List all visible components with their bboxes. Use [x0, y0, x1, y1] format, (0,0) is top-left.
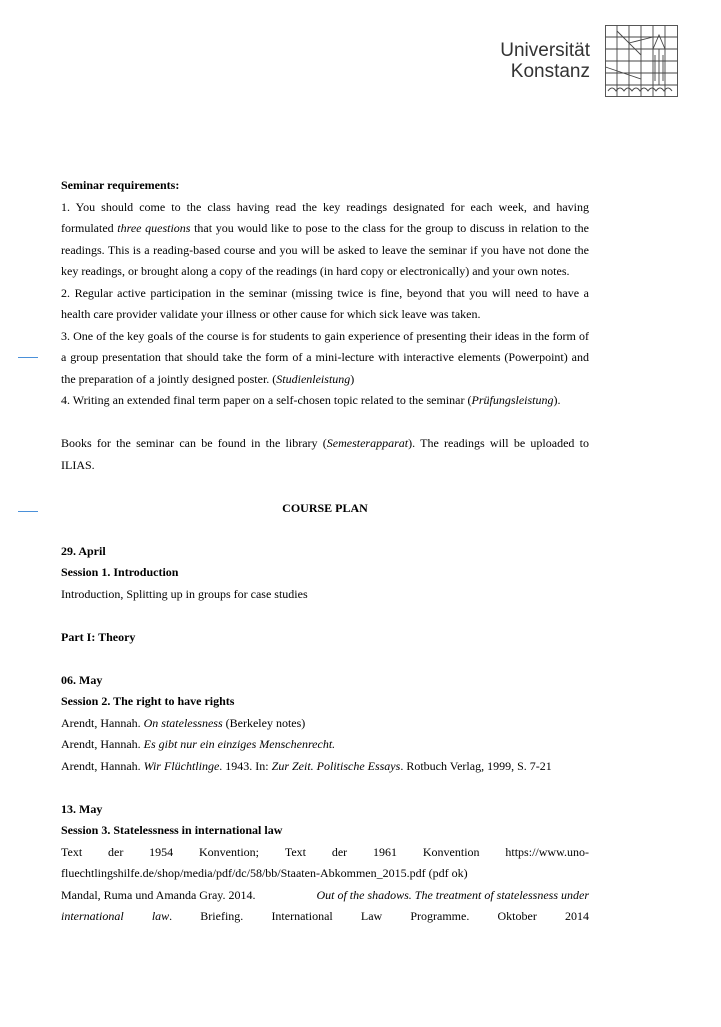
session-3-reading-2-line-1: Mandal, Ruma und Amanda Gray. 2014. Out of the shadows. The treatment of statelessness under: [61, 887, 589, 902]
university-seal-icon: [605, 25, 678, 97]
session-1-title: Session 1. Introduction: [61, 565, 179, 579]
logo-line-2: Konstanz: [510, 61, 590, 82]
session-2-reading-1: Arendt, Hannah. On statelessness (Berkeley notes): [61, 715, 306, 730]
books-note: Books for the seminar can be found in the library (Semesterapparat). The readings will be uploaded to ILIAS.: [61, 436, 589, 472]
margin-change-marker: [18, 357, 38, 358]
session-3-reading-1-line-1: Text der 1954 Konvention; Text der 1961 Konvention https://www.uno-: [61, 844, 589, 859]
requirement-1: 1. You should come to the class having read the key readings designated for each week, and having formulated three questions that you would like to pose to the class for the group to discuss in relation to the readings. This is a reading-based course and you will be asked to leave the seminar if you have not done the key readings, or brought along a copy of the readings (in hard copy or electronically) and your own notes.: [61, 199, 589, 278]
logo-line-1: Universität: [500, 40, 590, 61]
session-1-text: Introduction, Splitting up in groups for case studies: [61, 586, 308, 601]
session-1-date: 29. April: [61, 543, 106, 558]
session-2-reading-3: Arendt, Hannah. Wir Flüchtlinge. 1943. In: Zur Zeit. Politische Essays. Rotbuch Verlag, 1999, S. 7-21: [61, 758, 552, 773]
university-wordmark: [490, 40, 590, 82]
margin-change-marker: [18, 511, 38, 512]
session-3-date: 13. May: [61, 801, 103, 816]
requirement-4: 4. Writing an extended final term paper on a self-chosen topic related to the seminar (Prüfungsleistung).: [61, 393, 561, 407]
requirement-2: 2. Regular active participation in the seminar (missing twice is fine, beyond that you will need to have a health care provider validate your illness or other cause for which sick leave was taken.: [61, 285, 589, 321]
requirement-3: 3. One of the key goals of the course is for students to gain experience of presenting their ideas in the form of a group presentation that should take the form of a mini-lecture with interactive elements (Powerpoint) and the preparation of a jointly designed poster. (Studienleistung): [61, 328, 589, 386]
part-1-heading: Part I: Theory: [61, 629, 136, 644]
session-3-title: Session 3. Statelessness in international law: [61, 823, 283, 837]
session-3-reading-1-line-2: fluechtlingshilfe.de/shop/media/pdf/dc/58/bb/Staaten-Abkommen_2015.pdf (pdf ok): [61, 866, 468, 880]
course-plan-title: COURSE PLAN: [282, 500, 368, 515]
document-body: [61, 175, 589, 928]
requirements-heading: Seminar requirements:: [61, 178, 180, 192]
session-3-reading-2-line-2: international law. Briefing. International Law Programme. Oktober 2014: [61, 909, 589, 923]
session-2-title: Session 2. The right to have rights: [61, 694, 235, 708]
session-2-reading-2: Arendt, Hannah. Es gibt nur ein einziges Menschenrecht.: [61, 737, 336, 751]
session-2-date: 06. May: [61, 672, 103, 687]
